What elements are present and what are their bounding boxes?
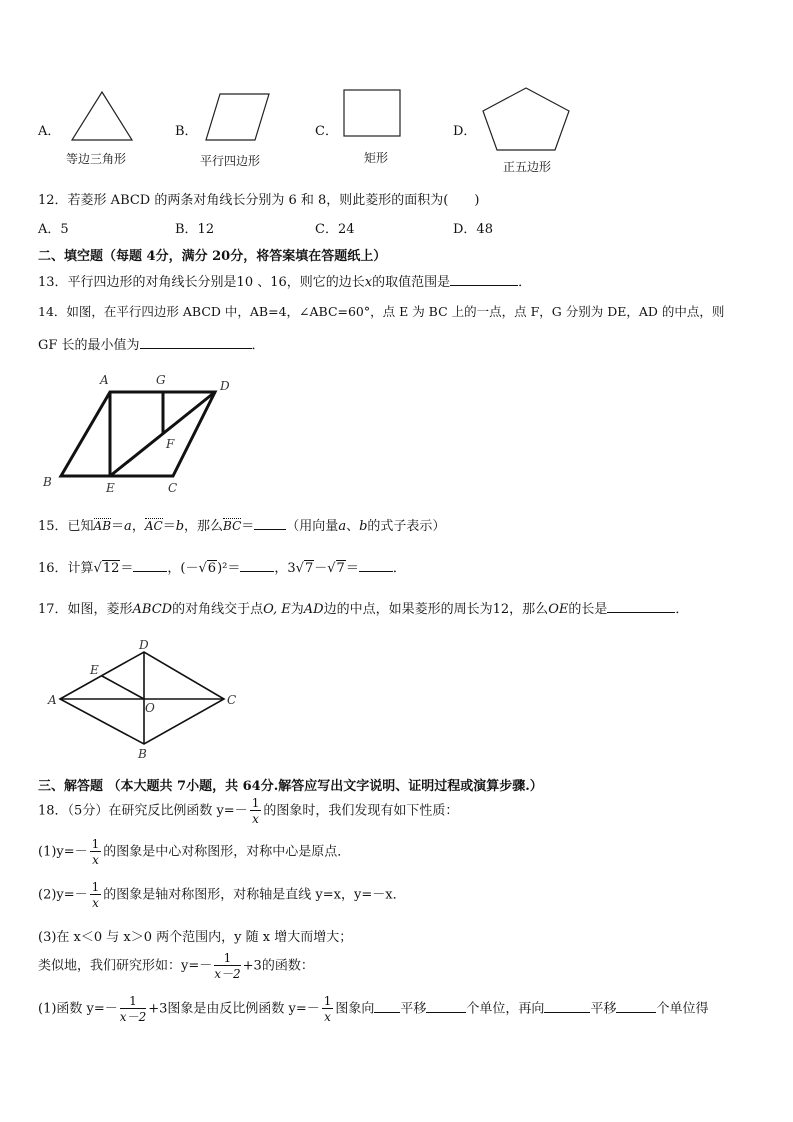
q18-property-1 (38, 838, 350, 866)
q15-vector-ab: AB (93, 519, 112, 533)
q15-dun: 、 (346, 519, 360, 534)
q18-q1-t5: 个单位得 (656, 1001, 709, 1017)
q18-fraction-q1b (322, 995, 334, 1023)
q16-minus: － (314, 561, 328, 576)
q14-answer-blank[interactable] (140, 336, 252, 349)
q16-radicand-6: 6 (207, 561, 217, 576)
q18-frac-num: 1 (251, 796, 260, 810)
q16-eq1: ＝ (120, 561, 134, 576)
q17-t4: ，那么 (509, 602, 549, 617)
q18-sim-den: x－2 (214, 967, 241, 981)
q18-q1-t1: 图象向 (335, 1001, 375, 1017)
q18-q1-t3: 个单位，再向 (466, 1001, 545, 1017)
q15-vector-b: b (175, 519, 185, 534)
option-b-caption: 平行四边形 (200, 154, 261, 168)
q15-vector-bc: BC (223, 519, 242, 533)
q14-line1: 14．如图，在平行四边形 ABCD 中，AB=4，∠ABC=60°，点 E 为 BC 上的一点，点 F，G 分别为 DE，AD 的中点，则 (38, 304, 725, 319)
q14-parallelogram-figure (38, 368, 248, 498)
q18-p1-suffix: 的图象是中心对称图形，对称中心是原点． (103, 844, 351, 860)
q15-prefix: 15．已知 (38, 519, 94, 534)
q18-fraction-sim (214, 952, 240, 980)
section2-title: 二、填空题（每题 4分，满分 20分，将答案填在答题纸上） (38, 249, 387, 264)
q18-similar (38, 952, 314, 980)
q12-option-a: A．5 (38, 222, 69, 237)
q17-abcd: ABCD (132, 602, 173, 617)
q16-blank-2[interactable] (240, 559, 274, 572)
q18-p1-num: 1 (91, 837, 100, 851)
q18-fraction-intro (250, 797, 262, 825)
q18-sim-prefix: 类似地，我们研究形如：y=－ (38, 958, 213, 974)
q16-eq3: ＝ (345, 561, 359, 576)
q17-oe2: OE (548, 602, 569, 617)
q17-end: ． (675, 602, 689, 617)
q17-answer-blank[interactable] (607, 600, 675, 613)
option-d-letter: D． (453, 124, 477, 139)
q18-p2-suffix: 的图象是轴对称图形，对称轴是直线 y=x，y=－x． (103, 887, 406, 903)
q18-q1-blank-3[interactable] (544, 1000, 590, 1013)
q16-line: 16．计算√12＝ ，(－√6)²＝ ，3√7－√7＝ ． (38, 561, 406, 576)
q15-line (38, 515, 445, 534)
q18-sim-suffix: +3的函数： (242, 958, 314, 974)
q14-line2 (38, 334, 265, 353)
regular-pentagon-figure (480, 86, 572, 152)
q14-line2-prefix: GF 长的最小值为 (38, 338, 140, 353)
q17-oe: O, E (263, 602, 291, 617)
q15-basis-a: a (338, 519, 347, 534)
q18-q1-blank-1[interactable] (374, 1000, 400, 1013)
q17-label-o: O (145, 701, 155, 715)
q18-q1-blank-4[interactable] (616, 1000, 656, 1013)
q14-label-e: E (106, 481, 115, 495)
q18-q1b-den: x (324, 1010, 331, 1024)
option-c-caption: 矩形 (364, 151, 389, 165)
q18-intro-prefix: 18．（5分）在研究反比例函数 y=－ (38, 803, 248, 819)
q13-suffix: 的取值范围是 (372, 275, 451, 290)
q18-property-3: (3)在 x＜0 与 x＞0 两个范围内，y 随 x 增大而增大； (38, 930, 353, 945)
q17-n12: 12 (492, 602, 510, 617)
q16-radicand-7a: 7 (304, 561, 314, 576)
q14-label-g: G (156, 373, 166, 387)
q12-option-d: D．48 (453, 222, 493, 237)
option-a-caption: 等边三角形 (66, 152, 127, 166)
q17-rhombus-figure (40, 636, 250, 764)
q17-t1: 的对角线交于点 (172, 602, 264, 617)
q17-ad: AD (303, 602, 324, 617)
option-d-caption: 正五边形 (503, 160, 552, 174)
q18-p1-den: x (92, 853, 99, 867)
section3-title: 三、解答题 （本大题共 7小题，共 64分.解答应写出文字说明、证明过程或演算步骤.） (38, 779, 543, 794)
q18-question-1 (38, 995, 708, 1023)
q18-frac-den: x (252, 812, 259, 826)
q16-sq: )²＝ (217, 561, 241, 576)
q14-label-b: B (43, 475, 52, 489)
q17-t5: 的长是 (568, 602, 608, 617)
q18-q1a-den: x－2 (119, 1010, 147, 1024)
q15-eq2: ＝ (162, 519, 176, 534)
q17-prefix: 17．如图，菱形 (38, 602, 133, 617)
q18-q1-t2: 平移 (400, 1001, 427, 1017)
q13-end: ． (518, 275, 532, 290)
q18-q1-prefix: (1)函数 y=－ (38, 1001, 118, 1017)
q16-end: ． (392, 561, 406, 576)
option-c-letter: C． (315, 124, 338, 139)
q15-vector-ac: AC (144, 519, 163, 533)
q18-intro (38, 797, 458, 825)
q15-tail2: 的式子表示） (367, 519, 446, 534)
q12-option-c: C．24 (315, 222, 355, 237)
q14-label-d: D (220, 379, 230, 393)
q16-radicand-12: 12 (102, 561, 120, 576)
rectangle-figure (343, 89, 403, 139)
q15-eq3: ＝ (241, 519, 255, 534)
q15-mid: ，那么 (184, 519, 224, 534)
q17-t2: 为 (290, 602, 304, 617)
q15-eq1: ＝ (111, 519, 125, 534)
option-a-letter: A． (38, 124, 61, 139)
q16-blank-1[interactable] (133, 559, 167, 572)
q17-label-c: C (227, 693, 237, 707)
q18-fraction-p1 (90, 838, 102, 866)
option-b-letter: B． (175, 124, 198, 139)
q14-line2-end: ． (251, 338, 265, 353)
q15-basis-b: b (359, 519, 368, 534)
q12-text: 12．若菱形 ABCD 的两条对角线长分别为 6 和 8，则此菱形的面积为( ) (38, 193, 480, 208)
q17-line (38, 598, 688, 617)
q16-blank-3[interactable] (359, 559, 393, 572)
q17-label-d: D (139, 638, 149, 652)
equilateral-triangle-figure (70, 90, 134, 144)
q18-q1-t4: 平移 (590, 1001, 617, 1017)
q16-sep2: ，3 (274, 561, 296, 576)
q14-label-a: A (100, 373, 109, 387)
q17-label-e: E (90, 663, 99, 677)
q18-fraction-p2 (90, 881, 102, 909)
q17-label-a: A (48, 693, 57, 707)
q16-sep1: ，(－ (167, 561, 199, 576)
q18-intro-suffix: 的图象时，我们发现有如下性质： (263, 803, 459, 819)
q14-label-c: C (168, 481, 178, 495)
q18-property-2 (38, 881, 406, 909)
q16-radicand-7b: 7 (336, 561, 345, 576)
q13-prefix: 13．平行四边形的对角线长分别是10 、16，则它的边长 (38, 275, 365, 290)
q18-p2-num: 1 (91, 880, 100, 894)
q13-var: x (364, 275, 373, 290)
q14-label-f: F (166, 437, 175, 451)
q13-answer-blank[interactable] (450, 273, 518, 286)
q18-fraction-q1a (120, 995, 146, 1023)
q18-q1-mid: +3图象是由反比例函数 y=－ (148, 1001, 320, 1017)
q13-line (38, 271, 531, 290)
q12-option-b: B．12 (175, 222, 215, 237)
q18-p2-prefix: (2)y=－ (38, 887, 88, 903)
q18-q1a-num: 1 (120, 995, 146, 1009)
q17-label-b: B (138, 747, 147, 761)
q15-vector-a: a (124, 519, 132, 534)
q18-q1-blank-2[interactable] (426, 1000, 466, 1013)
q15-answer-blank[interactable] (254, 517, 286, 530)
q17-t3: 边的中点，如果菱形的周长为 (323, 602, 493, 617)
parallelogram-figure (205, 92, 271, 144)
q18-sim-num: 1 (214, 952, 240, 966)
q18-p2-den: x (92, 896, 99, 910)
q15-tail1: （用向量 (286, 519, 339, 534)
q18-p1-prefix: (1)y=－ (38, 844, 88, 860)
q16-prefix: 16．计算 (38, 561, 94, 576)
q15-sep: ， (131, 519, 145, 534)
q18-q1b-num: 1 (323, 994, 332, 1008)
